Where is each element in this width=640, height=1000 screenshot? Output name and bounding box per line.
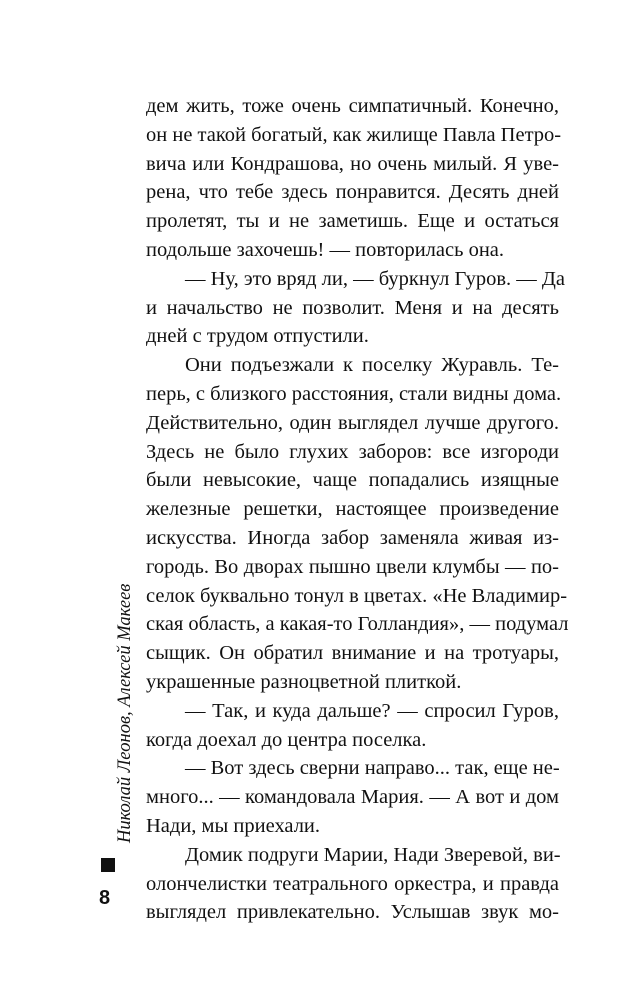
text-line: селок буквально тонул в цветах. «Не Владимир- (146, 584, 568, 607)
text-line: пролетят, ты и не заметишь. Еще и остаться (146, 210, 559, 233)
text-line: он не такой богатый, как жилище Павла Петро- (146, 123, 562, 146)
text-line: выглядел привлекательно. Услышав звук мо- (146, 901, 559, 924)
text-line: рена, что тебе здесь понравится. Десять дней (146, 181, 559, 204)
square-marker-icon (101, 858, 115, 872)
text-line: Действительно, один выглядел лучше другого. (146, 411, 559, 434)
text-line: железные решетки, настоящее произведение (146, 498, 559, 521)
text-line: Нади, мы приехали. (146, 814, 321, 837)
text-line: ская область, а какая-то Голландия», — подумал (146, 613, 569, 636)
text-line: много... — командовала Мария. — А вот и дом (146, 786, 559, 809)
text-line: городь. Во дворах пышно цвели клумбы — по- (146, 555, 559, 578)
text-line: и начальство не позволит. Меня и на десять (146, 296, 559, 319)
text-line: украшенные разноцветной плиткой. (146, 670, 462, 693)
text-line: сыщик. Он обратил внимание и на тротуары, (146, 642, 559, 665)
running-head-authors: Николай Леонов, Алексей Макеев (115, 583, 135, 843)
page-number: 8 (99, 887, 111, 909)
text-line: дней с трудом отпустили. (146, 325, 369, 348)
text-line: были невысокие, чаще попадались изящные (146, 469, 559, 492)
text-line: — Ну, это вряд ли, — буркнул Гуров. — Да (185, 267, 565, 290)
text-line: искусства. Иногда забор заменяла живая из- (146, 526, 559, 549)
text-line: Домик подруги Марии, Нади Зверевой, ви- (185, 843, 561, 866)
text-line: олончелистки театрального оркестра, и правда (146, 872, 559, 895)
text-line: — Так, и куда дальше? — спросил Гуров, (185, 699, 559, 722)
text-line: — Вот здесь сверни направо... так, еще не- (185, 757, 560, 780)
text-line: подольше захочешь! — повторилась она. (146, 238, 505, 261)
page-text (146, 92, 569, 927)
text-line: перь, с близкого расстояния, стали видны дома. (146, 382, 562, 405)
text-line: вича или Кондрашова, но очень милый. Я уве- (146, 152, 559, 175)
text-line: Здесь не было глухих заборов: все изгороди (146, 440, 559, 463)
text-line: дем жить, тоже очень симпатичный. Конечно, (146, 95, 559, 117)
text-line: когда доехал до центра поселка. (146, 728, 427, 751)
text-line: Они подъезжали к поселку Журавль. Те- (185, 354, 559, 377)
